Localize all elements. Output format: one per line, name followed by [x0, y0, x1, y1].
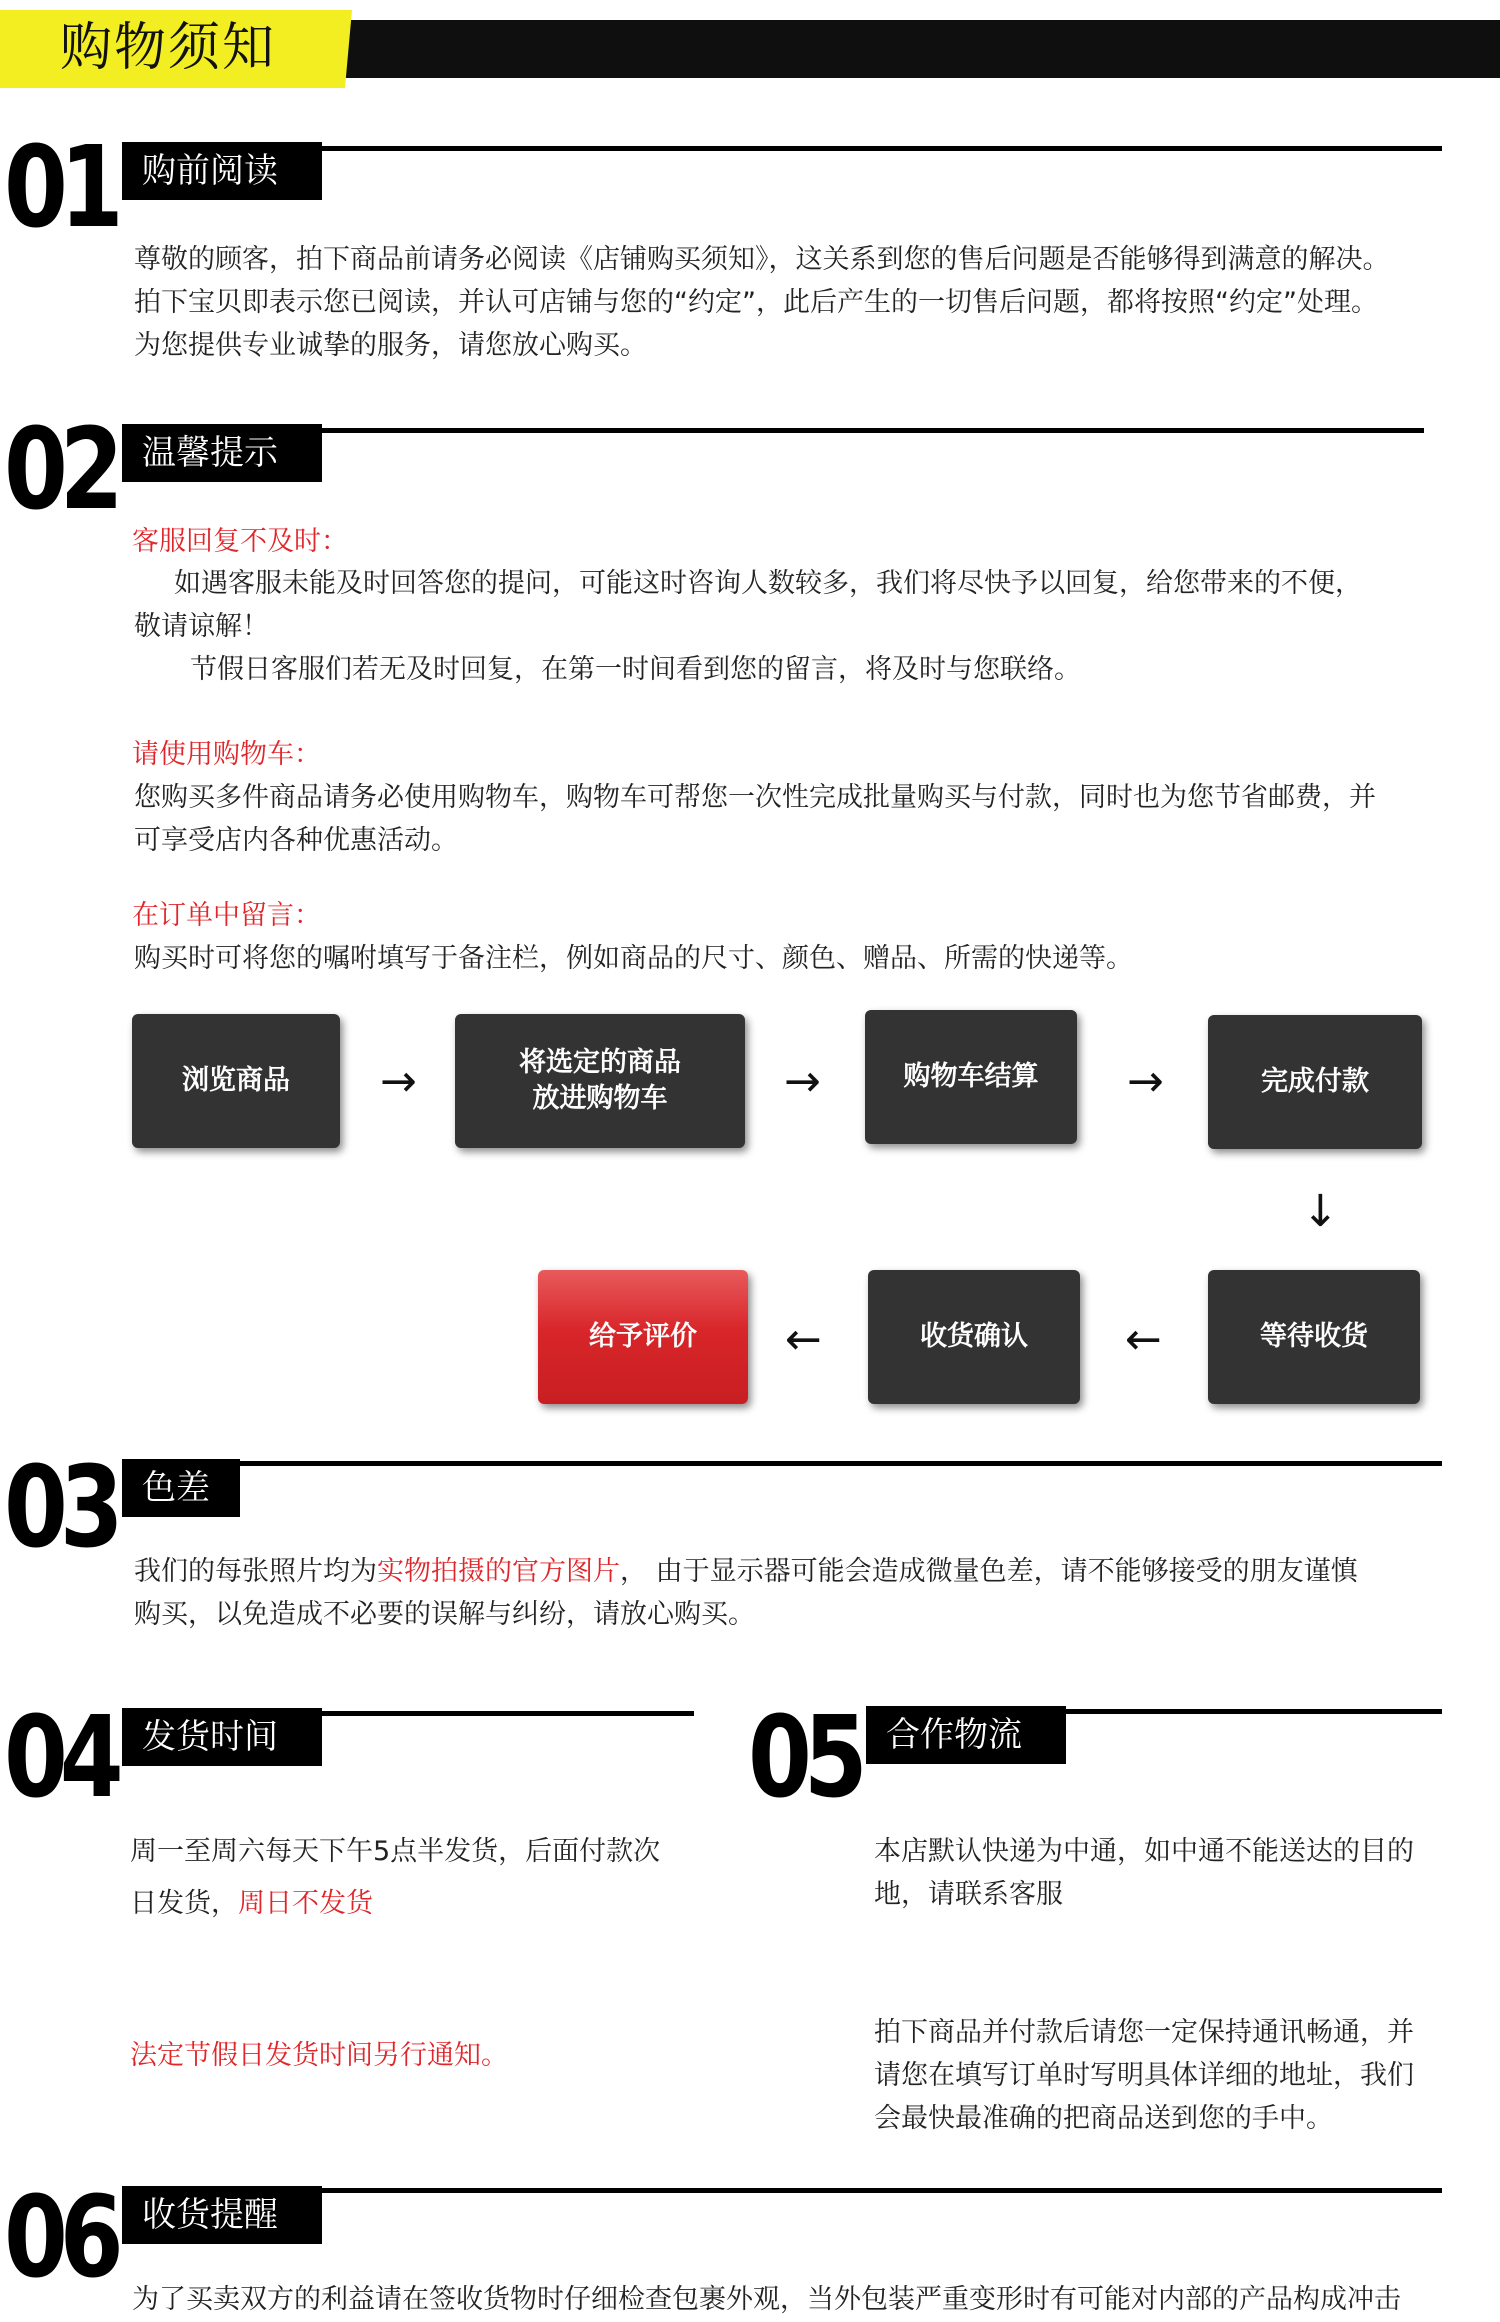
s01-line-3: 为您提供专业诚挚的服务，请您放心购买。	[134, 330, 647, 361]
s05-line-5: 会最快最准确的把商品送到您的手中。	[874, 2103, 1333, 2134]
flow-step-browse-label: 浏览商品	[182, 1065, 290, 1096]
tip-service-line-2: 敬请谅解！	[134, 611, 269, 642]
section-number-02: 02	[4, 405, 116, 535]
s05-line-3: 拍下商品并付款后请您一定保持通讯畅通，并	[874, 2017, 1414, 2048]
section-label-pre-purchase: 购前阅读	[122, 142, 322, 200]
s04-line-2-start: 日发货，	[130, 1888, 238, 1919]
arrow-right-icon: →	[380, 1056, 417, 1107]
s04-line-2	[130, 1882, 373, 1925]
flow-step-checkout	[865, 1010, 1077, 1144]
tip-title-service: 客服回复不及时：	[132, 526, 348, 557]
s03-line-1-start: 我们的每张照片均为	[134, 1556, 377, 1587]
tip-title-cart: 请使用购物车：	[132, 739, 321, 770]
section-rule-06	[322, 2188, 1442, 2193]
section-number-05: 05	[748, 1693, 860, 1823]
section-label-logistics: 合作物流	[866, 1706, 1066, 1764]
s05-line-1: 本店默认快递为中通，如中通不能送达的目的	[874, 1836, 1414, 1867]
s03-line-2: 购买，以免造成不必要的误解与纠纷，请放心购买。	[134, 1599, 755, 1630]
flow-step-confirm-receipt	[868, 1270, 1080, 1404]
section-label-color-difference: 色差	[122, 1459, 240, 1517]
flow-step-review	[538, 1270, 748, 1404]
arrow-left-icon: ←	[1125, 1314, 1162, 1365]
tip-cart-line-2: 可享受店内各种优惠活动。	[134, 825, 458, 856]
tip-cart-line-1: 您购买多件商品请务必使用购物车，购物车可帮您一次性完成批量购买与付款，同时也为您节省邮费，并	[134, 782, 1376, 813]
tip-service-line-1: 如遇客服未能及时回答您的提问，可能这时咨询人数较多，我们将尽快予以回复，给您带来的不便，	[174, 568, 1362, 599]
s04-line-1: 周一至周六每天下午5点半发货，后面付款次	[130, 1836, 661, 1867]
section-number-01: 01	[4, 123, 116, 253]
flow-step-add-to-cart-line-2: 放进购物车	[532, 1083, 668, 1114]
s01-line-2: 拍下宝贝即表示您已阅读，并认可店铺与您的“约定”，此后产生的一切售后问题，都将按照“约定”处理。	[134, 287, 1378, 318]
s03-line-1	[134, 1550, 1358, 1593]
s03-highlight: 实物拍摄的官方图片	[377, 1556, 620, 1587]
flow-step-confirm-receipt-label: 收货确认	[920, 1321, 1028, 1352]
flow-step-browse	[132, 1014, 340, 1148]
arrow-left-icon: ←	[785, 1314, 822, 1365]
section-rule-03	[240, 1461, 1442, 1466]
s01-line-1: 尊敬的顾客，拍下商品前请务必阅读《店铺购买须知》，这关系到您的售后问题是否能够得到满意的解决。	[134, 244, 1390, 275]
tip-title-message: 在订单中留言：	[132, 900, 321, 931]
s04-holiday-notice: 法定节假日发货时间另行通知。	[130, 2040, 508, 2071]
s06-line-1: 为了买卖双方的利益请在签收货物时仔细检查包裹外观，当外包装严重变形时有可能对内部的产品构成冲击	[132, 2284, 1401, 2315]
s04-no-sunday: 周日不发货	[238, 1888, 373, 1919]
flow-step-await-delivery	[1208, 1270, 1420, 1404]
flow-step-review-label: 给予评价	[589, 1321, 697, 1352]
s05-line-4: 请您在填写订单时写明具体详细的地址，我们	[874, 2060, 1414, 2091]
section-label-shipping-time: 发货时间	[122, 1708, 322, 1766]
arrow-right-icon: →	[1127, 1056, 1164, 1107]
flow-step-pay-label: 完成付款	[1261, 1066, 1369, 1097]
s05-line-2: 地，请联系客服	[874, 1879, 1063, 1910]
flow-step-pay	[1208, 1015, 1422, 1149]
section-rule-01	[322, 146, 1442, 151]
section-number-04: 04	[4, 1693, 116, 1823]
section-label-tips: 温馨提示	[122, 424, 322, 482]
flow-step-checkout-label: 购物车结算	[903, 1061, 1039, 1092]
section-label-receiving-reminder: 收货提醒	[122, 2186, 322, 2244]
section-rule-02	[322, 428, 1424, 433]
flow-step-await-delivery-label: 等待收货	[1260, 1321, 1368, 1352]
s03-line-1-end: ， 由于显示器可能会造成微量色差，请不能够接受的朋友谨慎	[620, 1556, 1358, 1587]
section-rule-05	[1066, 1709, 1442, 1714]
tip-message-line-1: 购买时可将您的嘱咐填写于备注栏，例如商品的尺寸、颜色、赠品、所需的快递等。	[134, 943, 1133, 974]
tip-service-line-3: 节假日客服们若无及时回复，在第一时间看到您的留言，将及时与您联络。	[190, 654, 1081, 685]
page-title: 购物须知	[60, 18, 277, 78]
section-rule-04	[322, 1711, 694, 1716]
arrow-right-icon: →	[784, 1056, 821, 1107]
flow-step-add-to-cart-line-1: 将选定的商品	[519, 1047, 681, 1078]
arrow-down-icon: ↓	[1302, 1186, 1339, 1237]
section-number-06: 06	[4, 2173, 116, 2303]
flow-step-add-to-cart	[455, 1014, 745, 1148]
section-number-03: 03	[4, 1443, 116, 1573]
